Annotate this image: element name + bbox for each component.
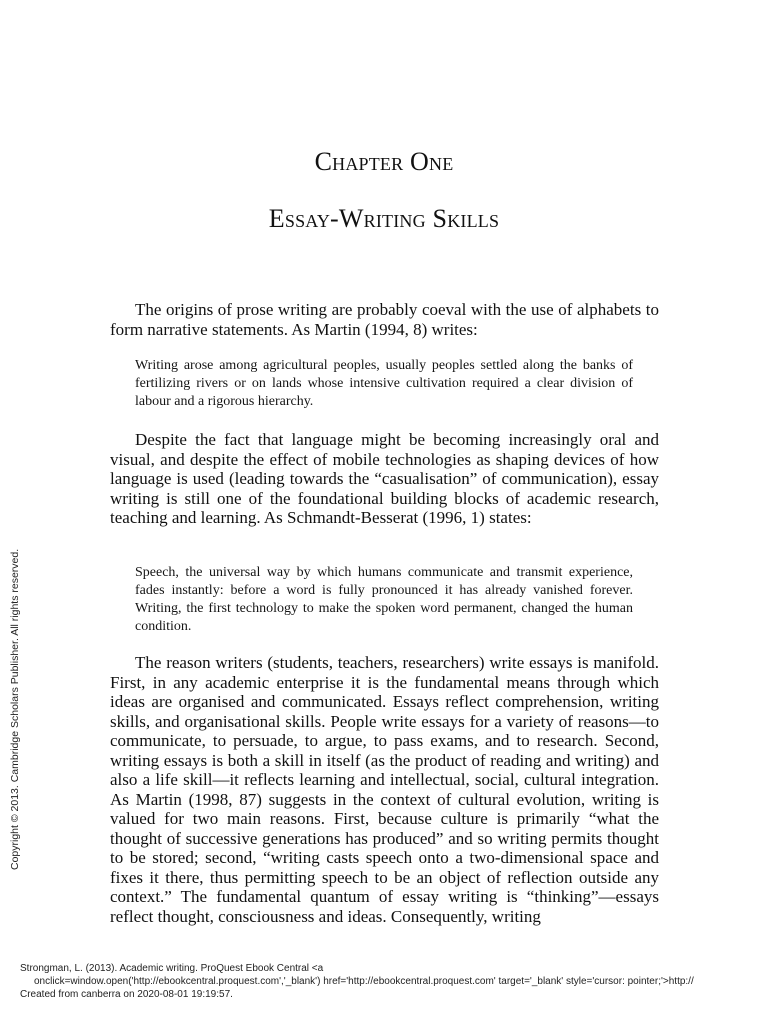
citation-link-line[interactable]: onclick=window.open('http://ebookcentral.proquest.com','_blank') href='http://ebookcentral.proquest.com' target='_blank' style='cursor: pointer;'>http://: [34, 976, 694, 987]
created-timestamp: Created from canberra on 2020-08-01 19:19:57.: [20, 989, 233, 1000]
copyright-notice: Copyright © 2013. Cambridge Scholars Publisher. All rights reserved.: [9, 548, 21, 870]
body-paragraph-1: The origins of prose writing are probably coeval with the use of alphabets to form narrative statements. As Martin (1994, 8) writes:: [110, 300, 659, 339]
block-quote-schmandt-besserat: Speech, the universal way by which humans communicate and transmit experience, fades instantly: before a word is fully pronounced it has already vanished forever. Writing, the first technology to make the spoken word permanent, changed the human condition.: [135, 565, 633, 634]
block-quote-martin: Writing arose among agricultural peoples, usually peoples settled along the banks of fertilizing rivers or on lands whose intensive cultivation required a clear division of labour and a rigorous hierarchy.: [135, 358, 633, 409]
citation-line: Strongman, L. (2013). Academic writing. ProQuest Ebook Central <a: [20, 963, 324, 974]
body-paragraph-2: Despite the fact that language might be becoming increasingly oral and visual, and despite the effect of mobile technologies as shaping devices of how language is used (leading towards the “casualisation” of communication), essay writing is still one of the foundational building blocks of academic research, teaching and learning. As Schmandt-Besserat (1996, 1) states:: [110, 430, 659, 527]
citation-footer: [0, 962, 768, 1001]
chapter-number: Chapter One: [314, 147, 454, 176]
body-paragraph-3: The reason writers (students, teachers, researchers) write essays is manifold. First, in any academic enterprise it is the fundamental means through which ideas are organised and communicated. Essays reflect comprehension, writing skills, and organisational skills. People write essays for a variety of reasons—to communicate, to persuade, to argue, to pass exams, and to research. Second, writing essays is both a skill in itself (as the product of reading and writing) and also a life skill—it reflects learning and intellectual, social, cultural integration. As Martin (1998, 87) suggests in the context of cultural evolution, writing is valued for two main reasons. First, because culture is primarily “what the thought of successive generations has produced” and so writing permits thought to be stored; second, “writing casts speech onto a two-dimensional space and fixes it there, thus permitting speech to be an object of reflection outside any context.” The fundamental quantum of essay writing is “thinking”—essays reflect thought, consciousness and ideas. Consequently, writing: [110, 653, 659, 926]
chapter-title: Essay-Writing Skills: [268, 204, 500, 233]
